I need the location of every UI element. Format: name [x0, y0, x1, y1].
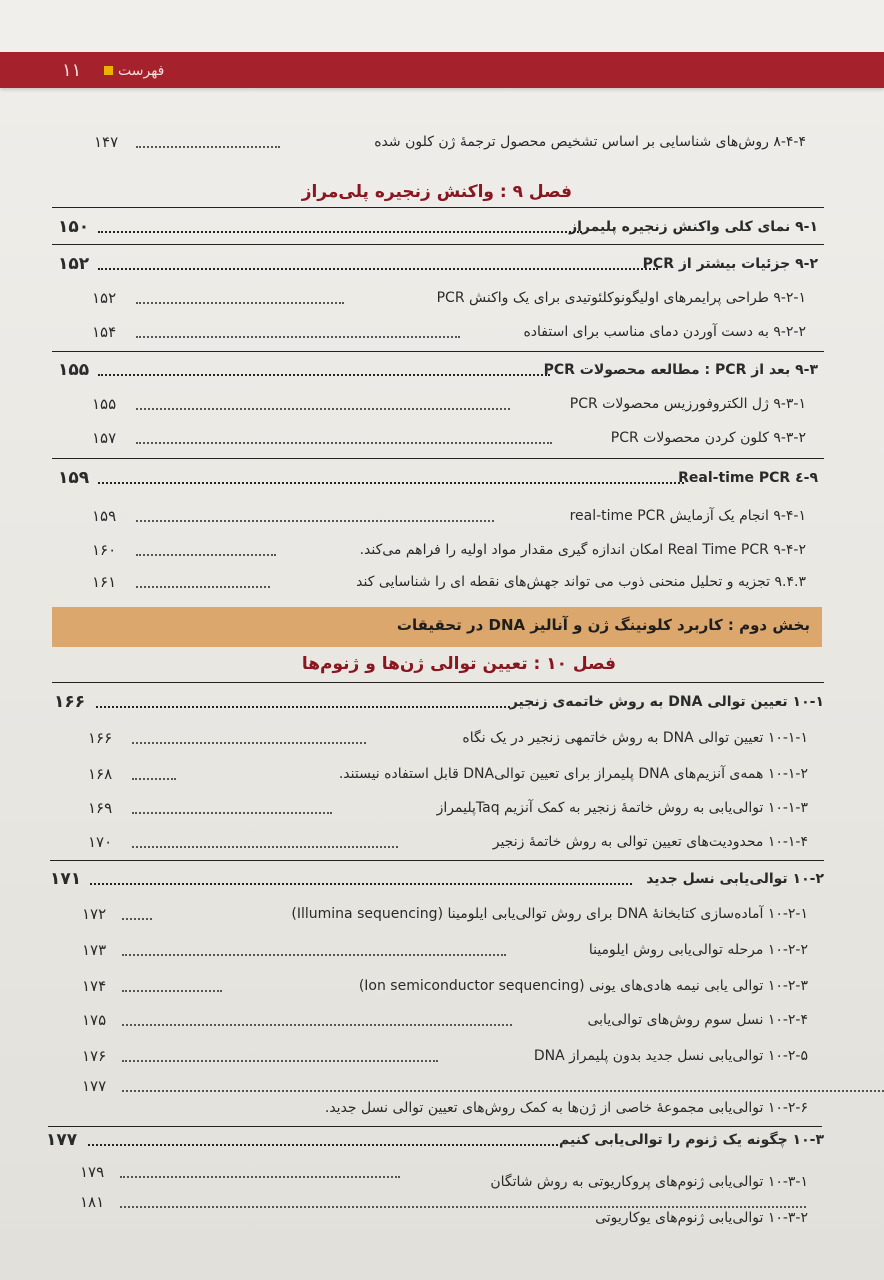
divider: [50, 860, 824, 861]
toc-entry-page: ۱۷۹: [80, 1163, 105, 1181]
toc-entry-text: ۱۰-۲-۱ آماده‌سازی کتابخانهٔ DNA برای روش توالی‌یابی ایلومینا (Illumina sequencing): [291, 906, 808, 922]
toc-entry-text: ۱۰-۱-۳ توالی‌یابی به روش خاتمهٔ زنجیر به کمک آنزیم Taqپلیمراز: [436, 800, 808, 816]
toc-entry-text: ۹.۴.۳ تجزیه و تحلیل منحنی ذوب می تواند جهش‌های نقطه ای را شناسایی کند: [356, 574, 806, 590]
divider: [52, 207, 824, 208]
toc-entry-text: ۱۰-۱-۴ محدودیت‌های تعیین توالی به روش خاتمهٔ زنجیر: [492, 834, 808, 850]
toc-entry: [0, 570, 884, 594]
toc-entry-text: ۱۰-۲-۶ توالی‌یابی مجموعهٔ خاصی از ژن‌ها به کمک روش‌های تعیین توالی نسل جدید.: [324, 1100, 808, 1116]
toc-entry-text: ۹-٤ Real-time PCR: [678, 470, 818, 486]
leader-dots: [136, 570, 270, 588]
toc-entry-text: ۱۰-۱ تعیین توالی DNA به روش خاتمه‌ی زنجیر: [509, 694, 824, 710]
toc-entry-page: ۱۷۳: [82, 941, 107, 959]
toc-entry-page: ۱۷۷: [46, 1130, 78, 1150]
toc-entry-page: ۱۷۷: [82, 1077, 107, 1095]
top-margin: [0, 0, 884, 52]
leader-dots: [136, 130, 280, 148]
toc-entry-page: ۱۵۹: [58, 468, 90, 488]
toc-entry: [0, 320, 884, 344]
chapter-10-title: فصل ۱۰ : تعیین توالی ژن‌ها و ژنوم‌ها: [301, 654, 616, 674]
toc-section: [0, 466, 884, 490]
header-marker-icon: [104, 66, 113, 75]
toc-entry-text: ۸-۴-۴ روش‌های شناسایی بر اساس تشخیص محصول ترجمهٔ ژن کلون شده: [374, 134, 806, 150]
toc-section: [0, 358, 884, 382]
toc-entry-page: ۱۷۰: [88, 833, 113, 851]
toc-entry-text: ۱۰-۲ توالی‌یابی نسل جدید: [646, 871, 824, 887]
divider: [48, 1126, 822, 1127]
toc-section: [0, 867, 884, 891]
toc-entry-leader-row: [0, 1074, 884, 1098]
toc-entry-page: ۱۶۸: [88, 765, 113, 783]
toc-entry: [0, 1008, 884, 1032]
leader-dots: [90, 867, 632, 885]
leader-dots: [122, 938, 506, 956]
toc-entry-page: ۱۵۹: [92, 507, 117, 525]
toc-entry: [0, 130, 884, 154]
toc-entry-text: ۱۰-۱-۱ تعیین توالی DNA به روش خاتمهی زنجیر در یک نگاه: [462, 730, 808, 746]
leader-dots: [136, 538, 276, 556]
divider: [52, 458, 824, 459]
divider: [52, 351, 824, 352]
leader-dots: [98, 358, 550, 376]
toc-entry: [0, 1044, 884, 1068]
toc-entry: [0, 426, 884, 450]
chapter-9-title: فصل ۹ : واکنش زنجیره پلی‌مراز: [301, 182, 572, 202]
toc-entry: [0, 1206, 884, 1230]
leader-dots: [136, 392, 510, 410]
leader-dots: [132, 762, 176, 780]
toc-entry: [0, 830, 884, 854]
leader-dots: [136, 426, 552, 444]
toc-entry: [0, 538, 884, 562]
divider: [52, 244, 824, 245]
toc-entry-text: ۱۰-۲-۲ مرحله توالی‌یابی روش ایلومینا: [588, 942, 808, 958]
toc-entry-text: ۱۰-۳ چگونه یک ژنوم را توالی‌یابی کنیم: [559, 1132, 824, 1148]
leader-dots: [88, 1128, 558, 1146]
toc-entry: [0, 796, 884, 820]
leader-dots: [98, 252, 658, 270]
leader-dots: [98, 215, 582, 233]
divider: [52, 682, 824, 683]
toc-entry: [0, 762, 884, 786]
toc-entry: [0, 974, 884, 998]
leader-dots: [136, 504, 494, 522]
toc-entry-text: ۱۰-۲-۴ نسل سوم روش‌های توالی‌یابی: [587, 1012, 808, 1028]
toc-entry-page: ۱۸۱: [80, 1193, 105, 1211]
toc-entry: [0, 1096, 884, 1120]
leader-dots: [132, 796, 332, 814]
part-2-title: بخش دوم : کاربرد کلونینگ ژن و آنالیز DNA در تحقیقات: [396, 616, 810, 634]
toc-entry-text: ۱۰-۲-۳ توالی یابی نیمه هادی‌های یونی (Ion semiconductor sequencing): [358, 978, 808, 994]
toc-entry-page: ۱۵۷: [92, 429, 117, 447]
toc-entry: [0, 902, 884, 926]
toc-entry-text: ۹-۳-۱ ژل الکتروفورزیس محصولات PCR: [569, 396, 806, 412]
toc-entry-text: ۱۰-۱-۲ همه‌ی آنزیم‌های DNA پلیمراز برای تعیین توالیDNA قابل استفاده نیستند.: [338, 766, 808, 782]
toc-entry-text: ۱۰-۳-۱ توالی‌یابی ژنوم‌های پروکاریوتی به روش شاتگان: [490, 1174, 808, 1190]
toc-section: [0, 252, 884, 276]
header-page-number: ۱۱: [62, 60, 82, 81]
leader-dots: [132, 726, 366, 744]
toc-entry-page: ۱۵۰: [58, 217, 90, 237]
toc-entry: [0, 726, 884, 750]
toc-section: [0, 1128, 884, 1152]
toc-entry-text: ۹-۴-۲ Real Time PCR امکان اندازه گیری مقدار مواد اولیه را فراهم می‌کند.: [359, 542, 806, 558]
toc-entry-page: ۱۵۵: [92, 395, 117, 413]
toc-entry-text: ۱۰-۳-۲ توالی‌یابی ژنوم‌های یوکاریوتی: [595, 1210, 808, 1226]
leader-dots: [136, 320, 460, 338]
toc-entry-text: ۹-۳-۲ کلون کردن محصولات PCR: [610, 430, 806, 446]
toc-entry-page: ۱۴۷: [94, 133, 119, 151]
leader-dots: [122, 902, 152, 920]
toc-entry-page: ۱۵۴: [92, 323, 117, 341]
toc-entry-page: ۱۶۱: [92, 573, 117, 591]
leader-dots: [122, 1044, 438, 1062]
toc-entry-page: ۱۶۶: [88, 729, 113, 747]
toc-entry-page: ۱۶۹: [88, 799, 113, 817]
toc-entry-page: ۱۷۱: [50, 869, 82, 889]
toc-entry-page: ۱۵۲: [58, 254, 90, 274]
leader-dots: [136, 286, 344, 304]
toc-entry-page: ۱۷۲: [82, 905, 107, 923]
toc-entry-text: ۱۰-۲-۵ توالی‌یابی نسل جدید بدون پلیمراز DNA: [533, 1048, 808, 1064]
leader-dots: [96, 690, 510, 708]
leader-dots: [122, 1008, 512, 1026]
header-section-title: فهرست: [118, 63, 165, 79]
toc-entry-text: ۹-۱ نمای کلی واکنش زنجیره پلیمراز: [569, 219, 818, 235]
toc-entry-page: ۱۷۴: [82, 977, 107, 995]
toc-entry-text: ۹-۴-۱ انجام یک آزمایش real-time PCR: [569, 508, 806, 524]
toc-entry-page: ۱۷۵: [82, 1011, 107, 1029]
toc-entry: [0, 938, 884, 962]
toc-entry-text: ۹-۲ جزئیات بیشتر از PCR: [642, 256, 818, 272]
toc-entry: [0, 392, 884, 416]
leader-dots: [132, 830, 398, 848]
leader-dots: [122, 974, 222, 992]
toc-entry-page: ۱۵۲: [92, 289, 117, 307]
toc-entry-text: ۹-۳ بعد از PCR : مطالعه محصولات PCR: [543, 362, 818, 378]
toc-entry-text: ۹-۲-۲ به دست آوردن دمای مناسب برای استفاده: [523, 324, 806, 340]
leader-dots: [122, 1074, 884, 1092]
toc-entry-page: ۱۵۵: [58, 360, 90, 380]
toc-section: [0, 215, 884, 239]
toc-section: [0, 690, 884, 714]
leader-dots: [98, 466, 684, 484]
toc-entry-page: ۱۶۰: [92, 541, 117, 559]
toc-entry: [0, 504, 884, 528]
toc-entry-page: ۱۶۶: [54, 692, 86, 712]
toc-entry: [0, 286, 884, 310]
toc-entry-page: ۱۷۶: [82, 1047, 107, 1065]
toc-entry-text: ۹-۲-۱ طراحی پرایمرهای اولیگونوکلئوتیدی برای یک واکنش PCR: [436, 290, 806, 306]
